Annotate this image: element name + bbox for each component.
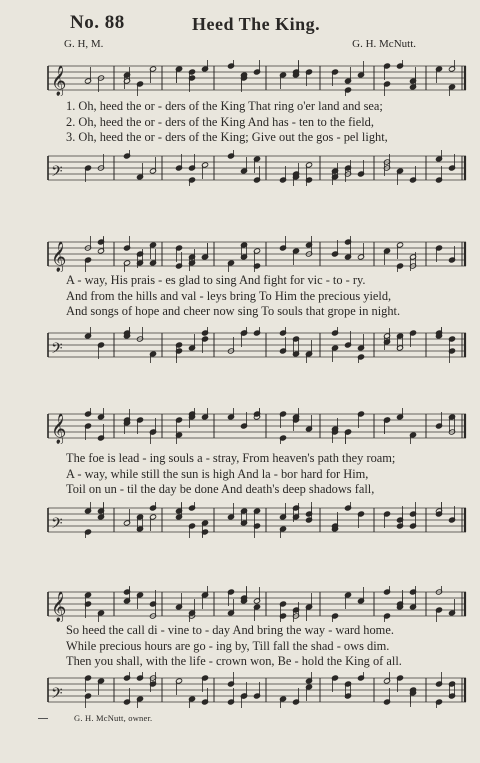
hymn-number: No. 88 — [70, 12, 125, 33]
lyric-line: 3. Oh, heed the or - ders of the King; Give out the gos - pel light, — [66, 130, 388, 144]
lyric-line: While precious hours are go - ing by, Till fall the shad - ows dim. — [66, 638, 390, 653]
hymn-title: Heed The King. — [192, 14, 321, 34]
footer-rule — [38, 718, 48, 719]
lyric-line: So heed the call di - vine to - day And bring the way - ward home. — [66, 623, 394, 637]
lyric-line: 2. Oh, heed the or - ders of the King And has - ten to the field, — [66, 114, 374, 129]
lyric-line: 1. Oh, heed the or - ders of the King That ring o'er land and sea; — [66, 99, 383, 113]
svg-text:𝄞: 𝄞 — [51, 592, 67, 622]
copyright-note: G. H. McNutt, owner. — [74, 713, 153, 723]
music-staff-system-2-treble — [44, 236, 468, 272]
lyric-line: And from the hills and val - leys bring To Him the precious yield, — [66, 288, 392, 303]
svg-text:𝄢: 𝄢 — [51, 685, 63, 706]
svg-text:𝄢: 𝄢 — [51, 340, 63, 361]
svg-text:𝄞: 𝄞 — [51, 242, 67, 272]
music-staff-system-1-treble — [44, 60, 468, 96]
hymn-author: G. H. McNutt. — [352, 38, 416, 50]
lyrics-system-2 — [66, 273, 462, 320]
lyric-line: Toil on un - til the day be done And death's deep shadows fall, — [66, 482, 375, 496]
lyrics-system-4 — [66, 623, 462, 670]
svg-text:𝄢: 𝄢 — [51, 515, 63, 536]
music-staff-system-4-treble — [44, 586, 468, 622]
lyric-line: A - way, His prais - es glad to sing And fight for vic - to - ry. — [66, 273, 366, 287]
lyric-line: A - way, while still the sun is high And la - bor hard for Him, — [66, 466, 369, 481]
music-staff-system-3-bass — [44, 502, 468, 538]
lyrics-system-1 — [66, 99, 462, 146]
lyric-line: The foe is lead - ing souls a - stray, From heaven's path they roam; — [66, 451, 396, 465]
lyric-line: Then you shall, with the life - crown won, Be - hold the King of all. — [66, 654, 402, 668]
hymn-meter: G. H, M. — [64, 38, 104, 50]
music-staff-system-3-treble — [44, 408, 468, 444]
lyrics-system-3 — [66, 451, 462, 498]
music-staff-system-2-bass — [44, 327, 468, 363]
music-staff-system-1-bass — [44, 150, 468, 186]
svg-text:𝄞: 𝄞 — [51, 66, 67, 96]
lyric-line: And songs of hope and cheer now sing To souls that grope in night. — [66, 304, 401, 318]
music-staff-system-4-bass — [44, 672, 468, 708]
svg-text:𝄢: 𝄢 — [51, 163, 63, 184]
svg-text:𝄞: 𝄞 — [51, 414, 67, 444]
